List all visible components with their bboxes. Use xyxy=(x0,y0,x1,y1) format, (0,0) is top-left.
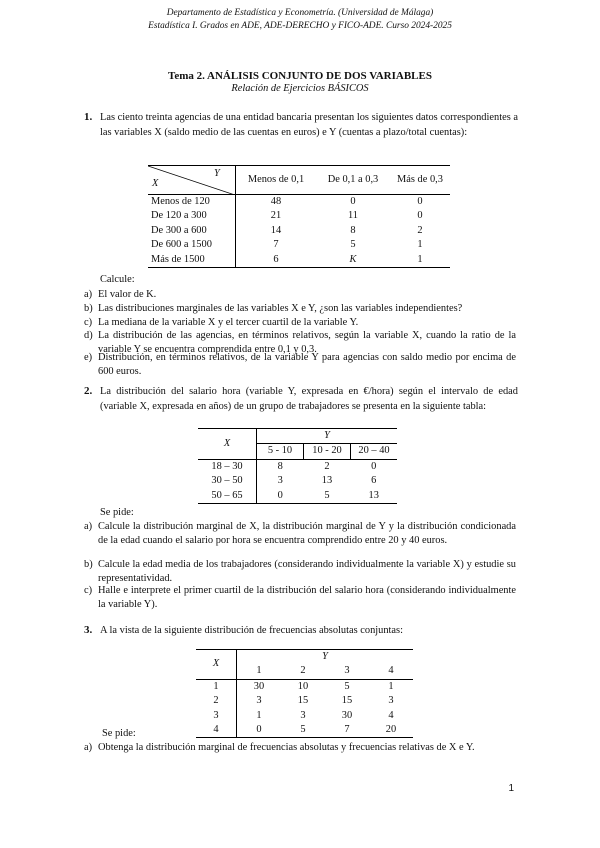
header-course: Estadística I. Grados en ADE, ADE-DERECHO y FICO-ADE. Curso 2024-2025 xyxy=(148,21,452,31)
table-cell: 5 xyxy=(344,680,350,692)
table-cell: 13 xyxy=(321,475,333,487)
table-cell: 2 xyxy=(417,224,423,236)
list-item: a) El valor de K. xyxy=(84,289,157,300)
row-label: Más de 1500 xyxy=(148,253,236,268)
row-label: 4 xyxy=(196,723,237,738)
table-row xyxy=(148,253,450,268)
table-cell: 14 xyxy=(270,224,282,236)
row-label: 18 – 30 xyxy=(198,459,257,474)
table-cell: 8 xyxy=(350,224,356,236)
table-cell: 6 xyxy=(273,253,279,265)
table-cell: 0 xyxy=(417,210,423,222)
table-cell: 21 xyxy=(270,210,282,222)
table-cell: 30 xyxy=(341,709,353,721)
table-cell: 15 xyxy=(297,695,309,707)
row-label: De 120 a 300 xyxy=(148,209,236,223)
exercise-2-table xyxy=(198,428,397,504)
table-cell: 8 xyxy=(277,460,283,472)
column-header: 5 - 10 xyxy=(257,444,304,459)
column-header: 2 xyxy=(300,665,306,677)
table-cell: 5 xyxy=(300,724,306,736)
list-item: d) La distribución de las agencias, en términos relativos, según la variable X, cuando la ratio de la variable Y se encuentra comprendida entre 0,1 y 0,3. xyxy=(84,330,516,355)
exercise-3-number: 3. xyxy=(84,624,93,636)
table-row xyxy=(196,694,413,708)
x-label: X xyxy=(196,650,237,680)
header-department: Departamento de Estadística y Econometría. (Universidad de Málaga) xyxy=(166,8,434,18)
row-label: De 600 a 1500 xyxy=(148,238,236,252)
table-cell: 5 xyxy=(324,489,330,501)
table-row xyxy=(196,679,413,694)
table-row xyxy=(198,474,397,488)
column-header: 3 xyxy=(344,665,350,677)
table-cell: 1 xyxy=(388,680,394,692)
column-header: 1 xyxy=(256,665,262,677)
y-label: Y xyxy=(214,168,220,179)
table-row xyxy=(198,459,397,474)
table-cell: 0 xyxy=(277,489,283,501)
table-cell: 1 xyxy=(256,709,262,721)
list-item: c) La mediana de la variable X y el tercer cuartil de la variable Y. xyxy=(84,317,359,328)
row-label: De 300 a 600 xyxy=(148,224,236,238)
table-cell: 3 xyxy=(388,695,394,707)
table-row xyxy=(148,209,450,223)
exercise-3-ask: Se pide: xyxy=(102,728,136,739)
table-cell: 48 xyxy=(270,196,282,207)
table-row xyxy=(148,195,450,210)
table-cell: 11 xyxy=(347,210,358,222)
table-cell: 13 xyxy=(368,489,379,501)
table-cell: 6 xyxy=(371,475,377,487)
column-header: 10 - 20 xyxy=(304,444,351,459)
column-header: De 0,1 a 0,3 xyxy=(327,173,379,185)
table-row xyxy=(196,709,413,723)
exercise-1-statement: Las ciento treinta agencias de una entidad bancaria presentan los siguientes datos correspondientes a las variables X (saldo medio de las cuentas en euros) e Y (cuentas a plazo/total cuentas): xyxy=(100,112,518,139)
list-item: b) Calcule la edad media de los trabajadores (considerando individualmente la variable X) y estudie su representatividad. xyxy=(84,559,516,584)
table-row xyxy=(148,224,450,238)
table-cell: K xyxy=(349,253,357,265)
table-cell: 0 xyxy=(350,196,356,207)
table-cell: 2 xyxy=(324,460,330,472)
row-label: Menos de 120 xyxy=(148,195,236,210)
diagonal-line xyxy=(148,166,235,195)
row-label: 30 – 50 xyxy=(198,474,257,488)
exercise-1-table xyxy=(148,165,450,268)
exercise-3-table xyxy=(196,649,413,738)
exercise-2-number: 2. xyxy=(84,385,93,397)
exercise-2-statement: La distribución del salario hora (variable Y, expresada en €/hora) según el intervalo de edad (variable X, expresada en años) de un grupo de trabajadores se presenta en la siguiente tabla: xyxy=(100,386,518,413)
list-item: c) Halle e interprete el primer cuartil de la distribución del salario hora (considerando individualmente la variable Y). xyxy=(84,585,516,610)
column-header: 20 – 40 xyxy=(358,445,390,457)
table-cell: 1 xyxy=(417,253,423,265)
table-cell: 10 xyxy=(297,680,309,692)
table-cell: 1 xyxy=(417,239,423,251)
column-header: Más de 0,3 xyxy=(397,173,443,185)
list-item: a) Calcule la distribución marginal de X, la distribución marginal de Y y la distribución condicionada de la edad cuando el salario por hora se encuentra comprendido entre 20 y 40 euros. xyxy=(84,521,516,546)
table-cell: 3 xyxy=(256,695,262,707)
y-label: Y xyxy=(322,651,328,662)
exercise-3-statement: A la vista de la siguiente distribución de frecuencias absolutas conjuntas: xyxy=(100,625,403,636)
table-cell: 20 xyxy=(385,724,397,736)
page-title: Tema 2. ANÁLISIS CONJUNTO DE DOS VARIABLES xyxy=(168,70,432,82)
column-header: 4 xyxy=(388,665,394,677)
table-row xyxy=(148,238,450,252)
exercise-1-ask: Calcule: xyxy=(100,274,135,285)
table-cell: 0 xyxy=(417,196,423,207)
row-label: 1 xyxy=(196,679,237,694)
table-cell: 3 xyxy=(277,475,283,487)
x-label: X xyxy=(152,178,159,189)
page-number: 1 xyxy=(508,783,514,794)
table-cell: 30 xyxy=(253,680,265,692)
table-cell: 7 xyxy=(273,239,279,251)
table-row xyxy=(198,489,397,504)
row-label: 50 – 65 xyxy=(198,489,257,504)
list-item: b) Las distribuciones marginales de las variables X e Y, ¿son las variables independientes? xyxy=(84,303,463,314)
table-cell: 0 xyxy=(256,724,262,736)
exercise-2-ask: Se pide: xyxy=(100,507,134,518)
column-header: Menos de 0,1 xyxy=(247,173,305,185)
page-subtitle: Relación de Ejercicios BÁSICOS xyxy=(231,83,369,94)
table-row xyxy=(196,723,413,738)
exercise-1-number: 1. xyxy=(84,111,93,123)
corner-cell xyxy=(148,166,236,195)
table-cell: 5 xyxy=(350,239,356,251)
table-cell: 0 xyxy=(371,460,377,472)
table-cell: 7 xyxy=(344,724,350,736)
row-label: 2 xyxy=(196,694,237,708)
list-item: a) Obtenga la distribución marginal de frecuencias absolutas y frecuencias relativas de X e Y. xyxy=(84,742,475,753)
list-item: e) Distribución, en términos relativos, de la variable Y para agencias con saldo medio por encima de 600 euros. xyxy=(84,352,516,377)
table-cell: 3 xyxy=(300,709,306,721)
y-label: Y xyxy=(257,429,398,444)
table-cell: 15 xyxy=(341,695,353,707)
row-label: 3 xyxy=(196,709,237,723)
table-cell: 4 xyxy=(388,709,394,721)
x-label: X xyxy=(198,429,257,460)
